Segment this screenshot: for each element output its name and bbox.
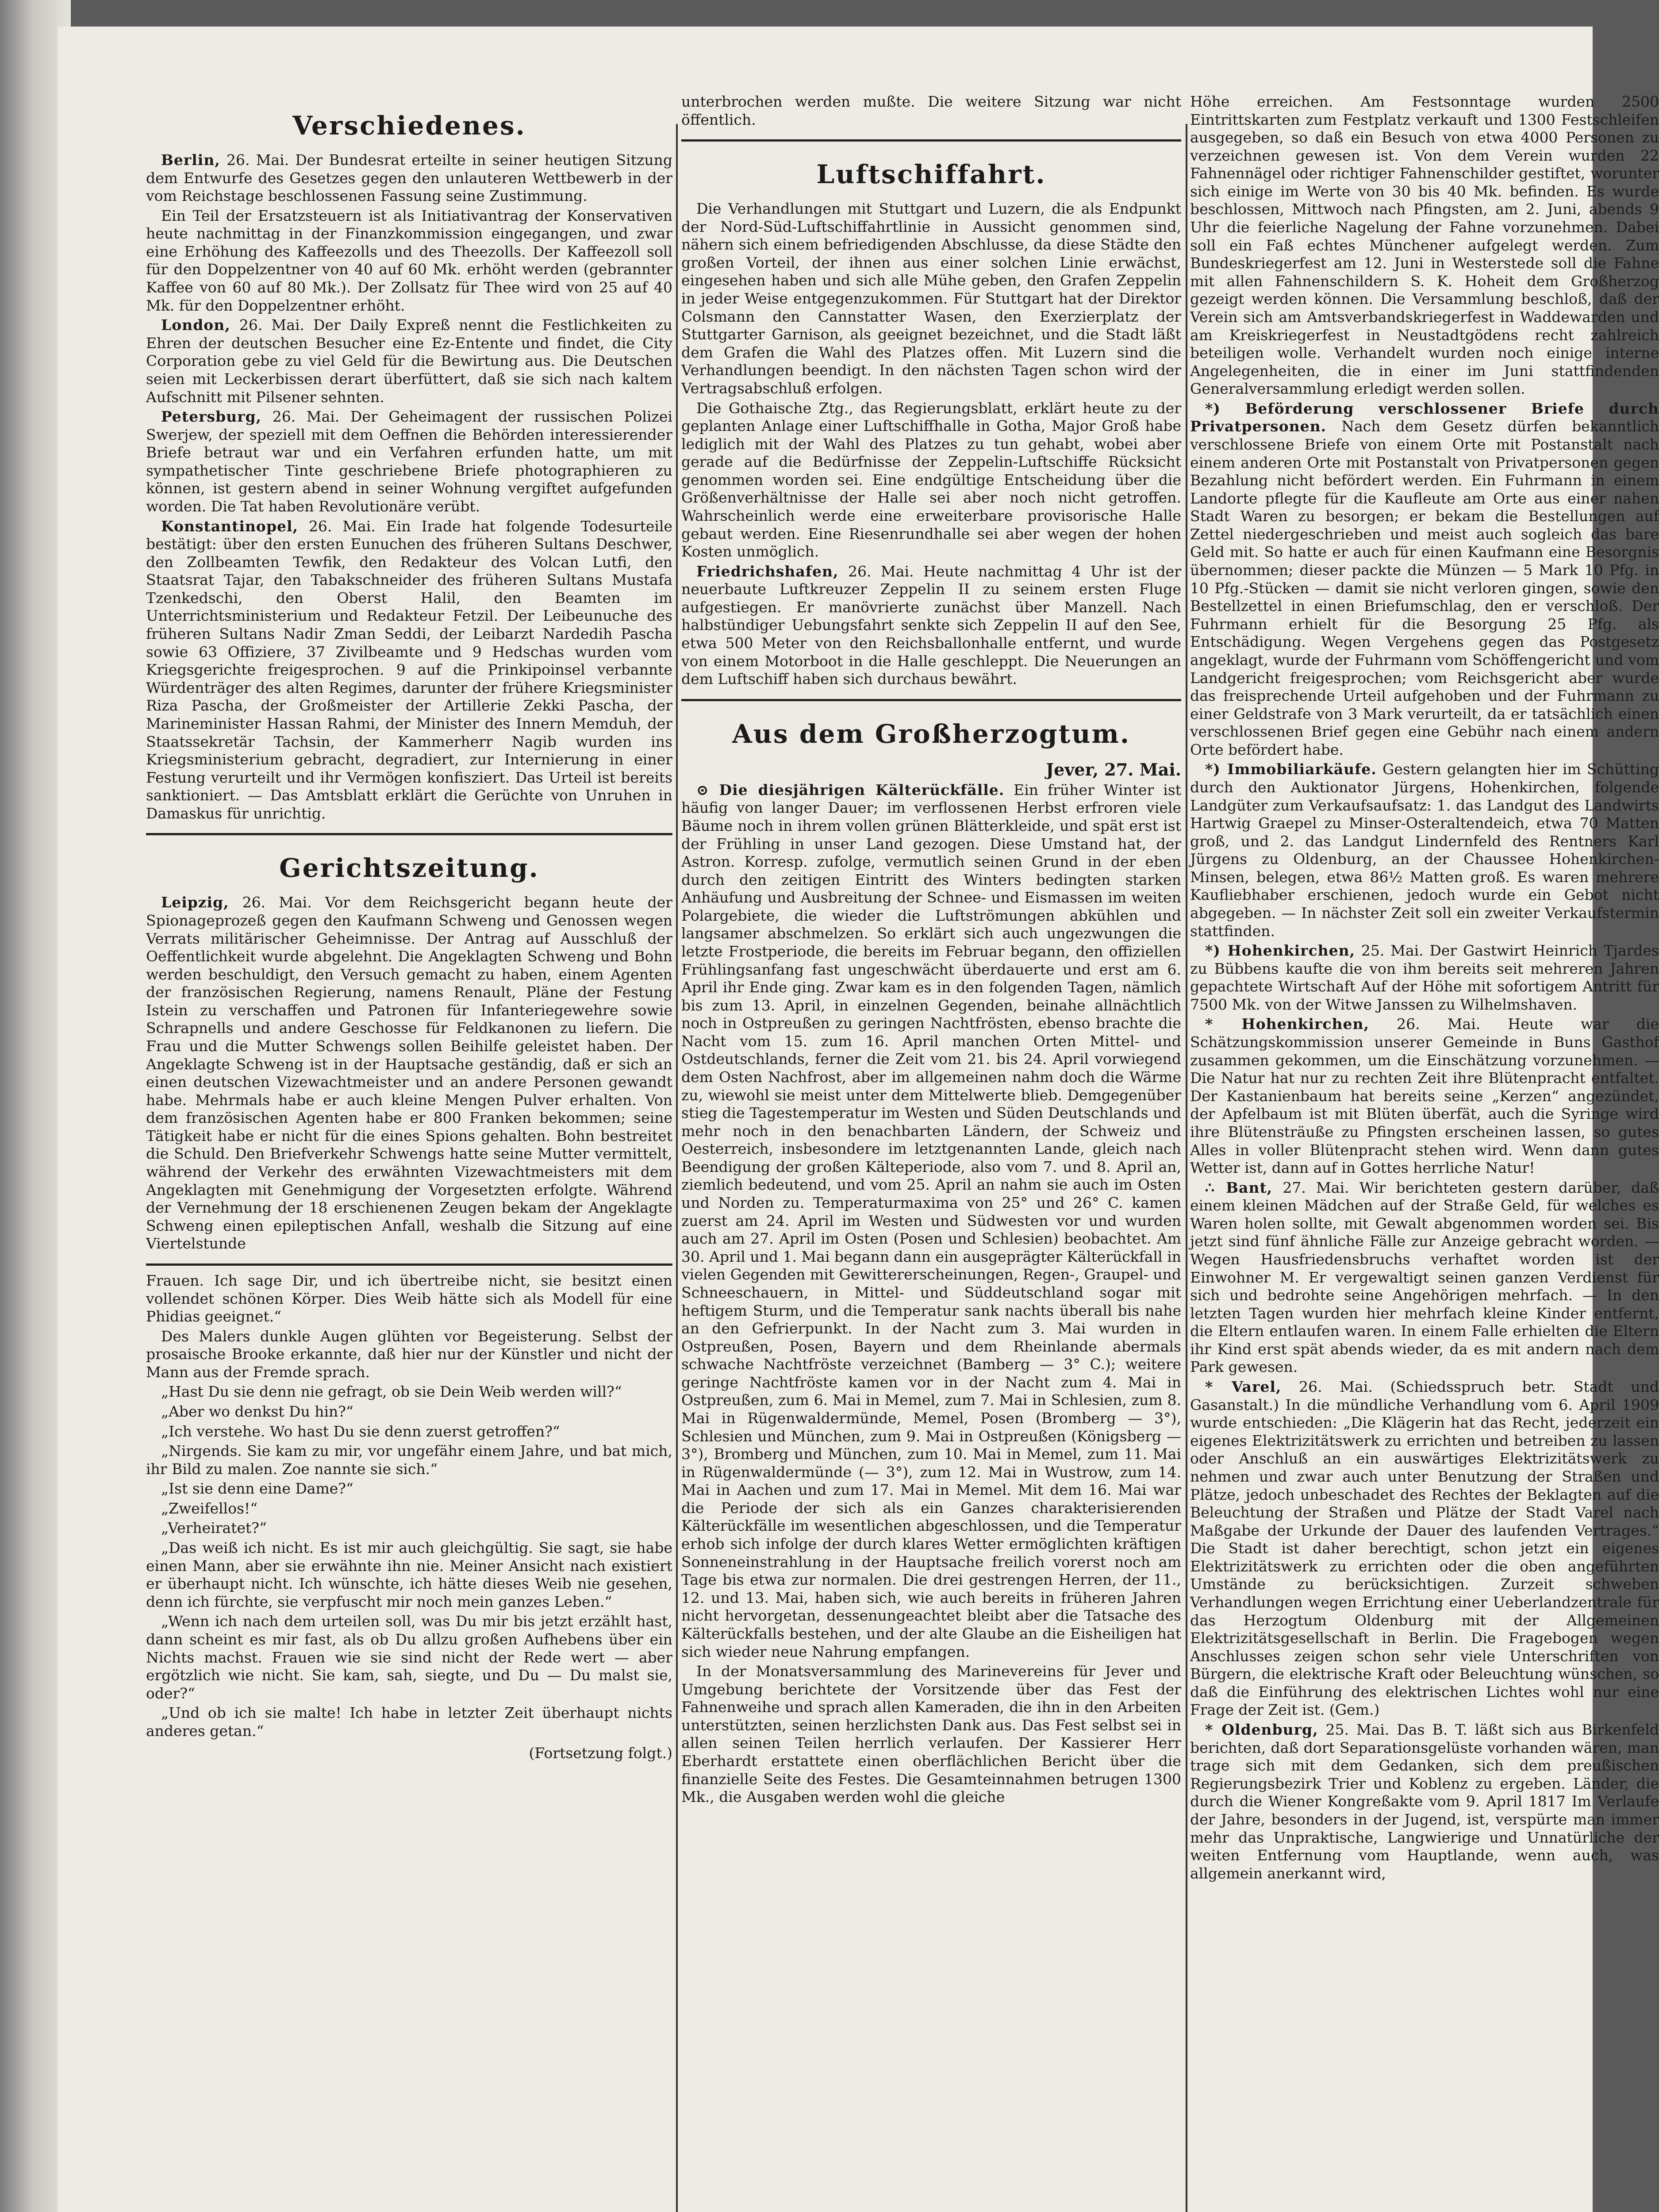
section-divider [681,139,1181,142]
article-briefbefoerderung [1190,400,1659,759]
feuilleton-divider [146,1263,672,1266]
place-friedrichshafen: Friedrichshafen, [696,562,839,580]
serial-paragraph: „Und ob ich sie malte! Ich habe in letzter Zeit überhaupt nichts anderes getan.“ [146,1704,672,1740]
serial-paragraph: „Ist sie denn eine Dame?“ [161,1480,353,1498]
place-bant: ∴ Bant, [1205,1179,1273,1196]
article-leipzig [146,894,672,1253]
serial-paragraph: „Wenn ich nach dem urteilen soll, was Du mir bis jetzt erzählt hast, dann scheint es mir fast, als ob Du allzu großen Aufhebens über ein Nichts machst. Frauen wie sie sind nicht der Rede wert — aber ergötzlich wie nicht. Sie kam, sah, siegte, und Du — Du malst sie, oder?“ [146,1613,672,1702]
section-heading-luftschiffahrt: Luftschiffahrt. [816,159,1046,190]
place-hohenkirchen: * Hohenkirchen, [1205,1015,1369,1033]
place-hohenkirchen: *) Hohenkirchen, [1205,942,1356,960]
section-heading-verschiedenes: Verschiedenes. [292,111,526,141]
article-zoelle: Ein Teil der Ersatzsteuern ist als Initiativantrag der Konservativen heute nachmittag in der Finanzkommission eingegangen, und zwar eine Erhöhung des Kaffeezolls und des Theezolls. Der Kaffeezoll soll für den Doppelzentner von 40 auf 60 Mk. erhöht werden (gebrannter Kaffee von 60 auf 80 Mk.). Der Zollsatz für Thee wird von 25 auf 40 Mk. für den Doppelzentner erhöht. [146,207,672,314]
article-text: Nach dem Gesetz dürfen bekanntlich verschlossene Briefe von einem Orte mit Postanstalt nach einem anderen Orte mit Postanstalt von Privatpersonen gegen Bezahlung nicht befördert werden. Ein Fuhrmann in einem Landorte pflegte für die Kaufleute am Orte aus einer nahen Stadt Waren zu besorgen; er bekam die Bestellungen auf Zettel niedergeschrieben und meist auch sogleich das bare Geld mit. So hatte er auch für einen Kaufmann eine Besorgnis übernommen; dieser packte die Münzen — 5 Mark 10 Pfg. in 10 Pfg.-Stücken — damit sie nicht verloren gingen, sowie den Bestellzettel in einen Briefumschlag, den er verschloß. Der Fuhrmann erhielt für die Besorgung 25 Pfg. als Entschädigung. Wegen Vergehens gegen das Postgesetz angeklagt, wurde der Fuhrmann vom Schöffengericht und vom Landgericht freigesprochen; vom Reichsgericht aber wurde das freisprechende Urteil aufgehoben und der Fuhrmann zu einer Geldstrafe von 3 Mark verurteilt, da er tatsächlich einen verschlossenen Brief gegen eine Gebühr nach einem andern Orte befördert habe. [1190,418,1659,758]
place-berlin: Berlin, [161,151,220,169]
serial-paragraph: „Aber wo denkst Du hin?“ [161,1403,353,1420]
serial-paragraph: Frauen. Ich sage Dir, und ich übertreibe nicht, sie besitzt einen vollendet schönen Körper. Dies Weib hätte sich als Modell für eine Phidias geeignet.“ [146,1271,672,1325]
serial-paragraph: „Ich verstehe. Wo hast Du sie denn zuerst getroffen?“ [161,1422,560,1440]
place-petersburg: Petersburg, [161,408,262,426]
section-divider [146,833,672,835]
article-kaelterueckfaelle [681,781,1181,1661]
article-text: 26. Mai. Der Bundesrat erteilte in seiner heutigen Sitzung dem Entwurfe des Gesetzes gegen den unlauteren Wettbewerb in der vom Reichstage beschlossenen Fassung seine Zustimmung. [146,151,672,205]
section-heading-gerichtszeitung: Gerichtszeitung. [279,853,539,883]
article-text: 25. Mai. Das B. T. läßt sich aus Birkenfeld berichten, daß dort Separationsgelüste vorhanden wären, man trage sich mit dem Gedanken, sich dem preußischen Regierungsbezirk Trier und Koblenz zu ergeben. Länder, die durch die Wiener Kongreßakte vom 9. April 1817 Im Verlaufe der Jahre, besonders in der Jugend, ist, verspürte man immer mehr das Unpraktische, Langwierige und Unnatürliche der weiten Entfernung vom Hauptlande, wenn auch, was allgemein anerkannt wird, [1190,1721,1659,1882]
article-immobiliarkaeufe [1190,760,1659,940]
article-konstantinopel [146,518,672,823]
article-hohenkirchen-26 [1190,1015,1659,1177]
dateline-jever: Jever, 27. Mai. [1046,759,1181,780]
place-konstantinopel: Konstantinopel, [161,517,299,535]
article-text: 26. Mai. Ein Irade hat folgende Todesurteile bestätigt: über den ersten Eunuchen des früheren Sultans Deschwer, den Zollbeamten Tewfik, den Redakteur des Volcan Lutfi, den Staatsrat Tajar, den Tabakschneider des früheren Sultans Mustafa Tzenkedschi, den Oberst Halil, den Beamten im Unterrichtsministerium und Redakteur Fetzil. Der Leibeunuche des früheren Sultans Nadir Zman Seddi, der Leibarzt Nardedih Pascha sowie 63 Offiziere, 37 Zivilbeamte und 9 Hedschas wurden vom Kriegsgerichte freigesprochen. 9 auf die Prinkipoinsel verbannte Würdenträger des alten Regimes, darunter der frühere Kriegsminister Riza Pascha, der Großmeister der Artillerie Zekki Pascha, der Marineminister Hassan Rahmi, der Minister des Innern Memduh, der Staatssekretär Tachsin, der Kammerherr Nagib wurden ins Kriegsministerium gebracht, degradiert, zur Internierung in einer Festung verurteilt und ihr Vermögen konfisziert. Das Urteil ist bereits sanktioniert. — Das Amtsblatt erklärt die Gerüchte von Unruhen in Damaskus für unrichtig. [146,517,672,822]
serial-paragraph: „Hast Du sie denn nie gefragt, ob sie Dein Weib werden will?“ [161,1383,622,1401]
article-continuation: Höhe erreichen. Am Festsonntage wurden 2500 Eintrittskarten zum Festplatz verkauft und 1300 Festschleifen ausgegeben, so daß ein Besuch von etwa 4000 Personen zu verzeichnen gewesen ist. Von dem Verein wurden 22 Fahnennägel oder richtiger Fahnenschilder gestiftet, worunter sich einige im Werte von 30 bis 40 Mk. befinden. Es wurde beschlossen, Mittwoch nach Pfingsten, am 2. Juni, abends 9 Uhr die feierliche Nagelung der Fahne vorzunehmen. Dabei soll ein Faß echtes Münchener aufgelegt werden. Zum Bundeskriegerfest am 12. Juni in Westerstede soll die Fahne mit allen Fahnenschildern S. K. Hoheit dem Großherzog gezeigt werden können. Die Versammlung beschloß, daß der Verein sich am Amtsverbandskriegerfest in Waddewarden und am Kreiskriegerfest in Neustadtgödens recht zahlreich beteiligen wolle. Verhandelt wurden noch einige interne Angelegenheiten, die in einer im Juni stattfindenden Generalversammlung erledigt werden sollen. [1190,93,1659,398]
article-luftschiff-2: Die Gothaische Ztg., das Regierungsblatt, erklärt heute zu der geplanten Anlage einer Luftschiffhalle in Gotha, Major Groß habe lediglich mit der Wahl des Platzes zu tun gehabt, wobei aber gerade auf die Bedürfnisse der Zeppelin-Luftschiffe Rücksicht genommen worden sei. Eine endgültige Entscheidung über die Größenverhältnisse der Halle sei aber noch nicht getroffen. Wahrscheinlich werde eine erweiterbare provisorische Halle gebaut werden. Eine Riesenrundhalle sei aber wegen der hohen Kosten unmöglich. [681,399,1181,561]
serial-paragraph: Des Malers dunkle Augen glühten vor Begeisterung. Selbst der prosaische Brooke erkannte, daß hier nur der Künstler und nicht der Mann aus der Fremde sprach. [146,1327,672,1381]
place-london: London, [161,316,230,334]
column-rule [676,124,678,2212]
article-continuation: unterbrochen werden mußte. Die weitere Sitzung war nicht öffentlich. [681,93,1181,128]
article-text: Gestern gelangten hier im Schütting durch den Auktionator Jürgens, Hohenkirchen, folgende Landgüter zum Verkaufsaufsatz: 1. das Landgut des Landwirts Hartwig Graepel zu Minser-Osteraltendeich, etwa 70 Matten groß, und 2. das Landgut Lindernfeld des Rentners Karl Jürgens zu Oldenburg, an der Chaussee Hohenkirchen-Minsen, belegen, etwa 86½ Matten groß. Es waren mehrere Kaufliebhaber erschienen, jedoch wurde ein Gebot nicht abgegeben. — In nächster Zeit soll ein zweiter Verkaufstermin stattfinden. [1190,760,1659,940]
place-leipzig: Leipzig, [161,894,229,911]
article-oldenburg [1190,1721,1659,1882]
serial-paragraph: „Das weiß ich nicht. Es ist mir auch gleichgültig. Sie sagt, sie habe einen Mann, aber sie erwähnte ihn nie. Meiner Ansicht nach existiert er überhaupt nicht. Ich wünschte, ich hätte dieses Weib nie gesehen, denn ich fürchte, sie verpfuscht mir noch mein ganzes Leben.“ [146,1539,672,1610]
article-bant [1190,1179,1659,1376]
article-varel [1190,1378,1659,1719]
article-text: 26. Mai. Der Daily Expreß nennt die Festlichkeiten zu Ehren der deutschen Besucher eine Ez-Entente und findet, die City Corporation gebe zu viel Geld für die Bewirtung aus. Die Deutschen seien mit Leckerbissen derart überfüttert, daß sie sich nach kaltem Aufschnitt mit Pilsener sehnten. [146,316,672,406]
article-text: 26. Mai. (Schiedsspruch betr. Stadt und Gasanstalt.) In die mündliche Verhandlung vom 6. April 1909 wurde entschieden: „Die Klägerin hat das Recht, jederzeit ein eigenes Elektrizitätswerk zu errichten und betreiben zu lassen oder Anschluß an ein auswärtiges Elektrizitätswerk zu nehmen und zwar auch unter Benutzung der Straßen und Plätze, jedoch unbeschadet des Rechtes der Beklagten auf die Beleuchtung der Straßen und Plätze der Stadt Varel nach Maßgabe der Urkunde der Dauer des laufenden Vertrages.“ Die Stadt ist daher berechtigt, schon jetzt ein eigenes Elektrizitätswerk zu errichten oder die oben angeführten Umstände zu berücksichtigen. Zurzeit schweben Verhandlungen wegen Errichtung einer Ueberlandzentrale für das Herzogtum Oldenburg mit der Allgemeinen Elektrizitätsgesellschaft in Berlin. Die Fragebogen wegen Anschlusses zeigen schon sehr viele Unterschriften von Bürgern, die elektrische Kraft oder Beleuchtung wünschen, so daß die Einführung des elektrischen Lichtes wohl nur eine Frage der Zeit ist. (Gem.) [1190,1378,1659,1719]
article-text: 25. Mai. Der Gastwirt Heinrich Tjardes zu Bübbens kaufte die von ihm bereits seit mehreren Jahren gepachtete Wirtschaft Auf der Höhe mit sofortigem Antritt für 7500 Mk. von der Witwe Janssen zu Wilhelmshaven. [1190,942,1659,1013]
article-berlin [146,151,672,205]
article-lead: *) Immobiliarkäufe. [1205,760,1377,778]
newspaper-page [58,27,1659,2212]
column-1 [146,93,672,2212]
article-marineverein: In der Monatsversammlung des Marinevereins für Jever und Umgebung berichtete der Vorsitzende über das Fest der Fahnenweihe und sprach allen Kameraden, die ihn in den Arbeiten unterstützten, seinen herzlichsten Dank aus. Das Fest selbst sei in allen seinen Teilen herrlich verlaufen. Der Kassierer Herr Eberhardt erstattete einen oberflächlichen Bericht über die finanzielle Seite des Festes. Die Gesamteinnahmen betrugen 1300 Mk., die Ausgaben werden wohl die gleiche [681,1663,1181,1806]
article-text: 26. Mai. Der Geheimagent der russischen Polizei Swerjew, der speziell mit dem Oeffnen die Behörden interessierender Briefe betraut war und ein Verfahren erfunden hatte, um mit sympathetischer Tinte geschriebene Briefe photographieren zu können, ist gestern abend in seiner Wohnung vergiftet aufgefunden worden. Die Tat haben Revolutionäre verübt. [146,408,672,515]
article-text: 26. Mai. Heute war die Schätzungskommission unserer Gemeinde in Buns Gasthof zusammen gekommen, um die Einschätzung vorzunehmen. — Die Natur hat nur zu rechten Zeit ihre Blütenpracht entfaltet. Der Kastanienbaum hat bereits seine „Kerzen“ angezündet, der Apfelbaum ist mit Blüten überfät, auch die Syringe wird ihre Blütensträuße zu Pfingsten erscheinen lassen, so gutes Alles in voller Blütenpracht stehen wird. Wenn dann gutes Wetter ist, dann auf in Gottes herrliche Natur! [1190,1015,1659,1177]
serial-paragraph: „Nirgends. Sie kam zu mir, vor ungefähr einem Jahre, und bat mich, ihr Bild zu malen. Zoe nannte sie sich.“ [146,1442,672,1478]
column-rule [1186,124,1187,2212]
article-luftschiff-1: Die Verhandlungen mit Stuttgart und Luzern, die als Endpunkt der Nord-Süd-Luftschiffahrtlinie in Aussicht genommen sind, nähern sich einem befriedigenden Abschlusse, da diese Städte den großen Vorteil, der ihnen aus einer solchen Linie erwächst, eingesehen haben und sich alle Mühe geben, den Grafen Zeppelin in jeder Weise entgegenzukommen. Für Stuttgart hat der Direktor Colsmann den Cannstatter Wasen, den Exerzierplatz der Stuttgarter Garnison, als geeignet bezeichnet, und die Stadt läßt dem Grafen die Wahl des Platzes offen. Mit Luzern sind die Verhandlungen beendigt. In den nächsten Tagen schon wird der Vertragsabschluß erfolgen. [681,200,1181,397]
section-heading-grossherzogtum: Aus dem Großherzogtum. [732,718,1131,749]
article-petersburg [146,408,672,515]
article-london [146,316,672,406]
article-hohenkirchen-25 [1190,942,1659,1014]
article-lead: *) Beförderung verschlossener Briefe durch Privatpersonen. [1190,399,1659,435]
article-text: 27. Mai. Wir berichteten gestern darüber, daß einem kleinen Mädchen auf der Straße Geld, für welches es Waren holen sollte, mit Gewalt abgenommen worden sei. Bis jetzt sind fünf ähnliche Fälle zur Anzeige gebracht worden. — Wegen Hausfriedensbruchs verhaftet worden ist der Einwohner M. Er vergewaltigt seinen ganzen Verdienst für sich und bedrohte seine Angehörigen mehrfach. — In den letzten Tagen wurden hier mehrfach kleine Kinder entfernt, die Eltern entlaufen waren. In einem Falle erhielten die Eltern ihr Kind erst spät abends wieder, da es mit andern nach dem Park gewesen. [1190,1179,1659,1376]
place-oldenburg: * Oldenburg, [1205,1721,1318,1739]
place-varel: * Varel, [1205,1378,1282,1396]
article-lead: ⊙ Die diesjährigen Kälterückfälle. [696,781,1005,799]
serial-paragraph: „Verheiratet?“ [161,1519,267,1537]
article-text: 26. Mai. Heute nachmittag 4 Uhr ist der neuerbaute Luftkreuzer Zeppelin II zu seinem ersten Fluge aufgestiegen. Er manövrierte zunächst über Manzell. Nach halbstündiger Uebungsfahrt senkte sich Zeppelin II auf den See, etwa 500 Meter von den Reichsballonhalle entfernt, und wurde von einem Motorboot in die Halle geschleppt. Die Neuerungen an dem Luftschiff haben sich durchaus bewährt. [681,562,1181,688]
column-2 [681,93,1181,2212]
serial-continuation-note: (Fortsetzung folgt.) [529,1744,672,1762]
article-friedrichshafen [681,563,1181,688]
article-text: Ein früher Winter ist häufig von langer Dauer; im verflossenen Herbst erfroren viele Bäume noch in ihrem vollen grünen Blätterkleide, und spät erst ist der Frühling in unser Land gezogen. Diese Umstand hat, der Astron. Korresp. zufolge, vermutlich seinen Grund in der eben durch den zeitigen Eintritt des Winters bedingten starken Anhäufung und Ausbreitung der Schnee- und Eismassen im weiten Polargebiete, die wieder die Luftströmungen abkühlen und langsamer abschmelzen. So erklärt sich auch ungezwungen die letzte Frostperiode, die bereits im Februar begann, den offiziellen Frühlingsanfang fast ungeschwächt überdauerte und erst am 6. April ihr Ende ging. Zwar kam es in den folgenden Tagen, nämlich bis zum 13. April, in einzelnen Gegenden, beinahe allnächtlich noch in Ostpreußen zu geringen Nachtfrösten, ebenso brachte die Nacht vom 15. zum 16. April manchen Orten Mittel- und Ostdeutschlands, ferner die Zeit vom 21. bis 24. April vorwiegend dem Osten Nachfrost, aber im allgemeinen nahm doch die Wärme zu, wiewohl sie meist unter dem Mittelwerte blieb. Demgegenüber stieg die Tagestemperatur im Westen und Süden Deutschlands und mehr noch in den benachbarten Ländern, der Schweiz und Oesterreich, insbesondere im letztgenannten Lande, gleich nach Beendigung der großen Kälteperiode, also vom 7. und 8. April an, ziemlich bedeutend, und vom 25. April an nahm sie auch im Osten und Norden zu. Temperaturmaxima von 25° und 26° C. kamen zuerst am 24. April im Westen und Südwesten vor und wurden auch am 27. April im Osten (Posen und Schlesien) beobachtet. Am 30. April und 1. Mai begann dann ein ausgeprägter Kälterückfall in vielen Gegenden mit Gewittererscheinungen, Regen-, Graupel- und Schneeschauern, in Mittel- und Süddeutschland sogar mit heftigem Sturm, und die Temperatur sank nachts überall bis nahe an den Gefrierpunkt. In der Nacht zum 3. Mai wurden in Ostpreußen, Posen, Bayern und dem Rheinlande abermals schwache Nachtfröste verzeichnet (Bamberg — 3° C.); weitere geringe Nachtfröste kamen vor in der Nacht zum 4. Mai in Ostpreußen, zum 6. Mai in Memel, zum 7. Mai in Schlesien, zum 8. Mai in Rügenwaldermünde, Memel, Posen (Bromberg — 3°), Schlesien und München, zum 9. Mai in Ostpreußen (Königsberg — 3°), Bromberg und München, zum 10. Mai in Memel, zum 11. Mai in Rügenwaldermünde (— 3°), zum 12. Mai in Wustrow, zum 14. Mai in Aachen und zum 17. Mai in Memel. Mit dem 16. Mai war die Periode der sich als ein Ganzes charakterisierenden Kälterückfälle im wesentlichen abgeschlossen, und die Temperatur erhob sich infolge der durch klares Wetter ermöglichten kräftigen Sonneneinstrahlung in der Hauptsache freilich vorerst noch am Tage bis etwa zur normalen. Die drei gestrengen Herren, der 11., 12. und 13. Mai, haben sich, wie auch bereits in früheren Jahren nicht hervorgetan, dessenungeachtet bleibt aber die Tatsache des Kälterückfalls bestehen, und der alte Glaube an die Eisheiligen hat sich wieder neue Nahrung empfangen. [681,781,1181,1660]
article-text: 26. Mai. Vor dem Reichsgericht begann heute der Spionageprozeß gegen den Kaufmann Schweng und Genossen wegen Verrats militärischer Geheimnisse. Der Antrag auf Ausschluß der Oeffentlichkeit wurde abgelehnt. Die Angeklagten Schweng und Bohn werden beschuldigt, den Versuch gemacht zu haben, einem Agenten der französischen Regierung, namens Renault, Pläne der Festung Istein zu verschaffen und Patronen für Infanteriegewehre sowie Schrapnells und andere Geschosse für Feldkanonen zu liefern. Die Frau und die Mutter Schwengs sollen Beihilfe geleistet haben. Der Angeklagte Schweng ist in der Hauptsache geständig, daß er sich an einen deutschen Vizewachtmeister und an andere Personen gewandt habe. Mehrmals habe er auch kleine Mengen Pulver erhalten. Von dem französischen Agenten habe er 800 Franken bekommen; seine Tätigkeit habe er nicht für die eines Spions gehalten. Bohn bestreitet die Schuld. Den Briefverkehr Schwengs hatte seine Mutter vermittelt, während der Verkehr des erwähnten Vizewachtmeisters mit dem Angeklagten mit Genehmigung der Vorgesetzten erfolgte. Während der Vernehmung der 18 erschienenen Zeugen bekam der Angeklagte Schweng einen epileptischen Anfall, weshalb die Sitzung auf eine Viertelstunde [146,894,672,1252]
section-divider [681,699,1181,701]
serial-paragraph: „Zweifellos!“ [161,1499,258,1517]
column-3 [1190,93,1659,2212]
